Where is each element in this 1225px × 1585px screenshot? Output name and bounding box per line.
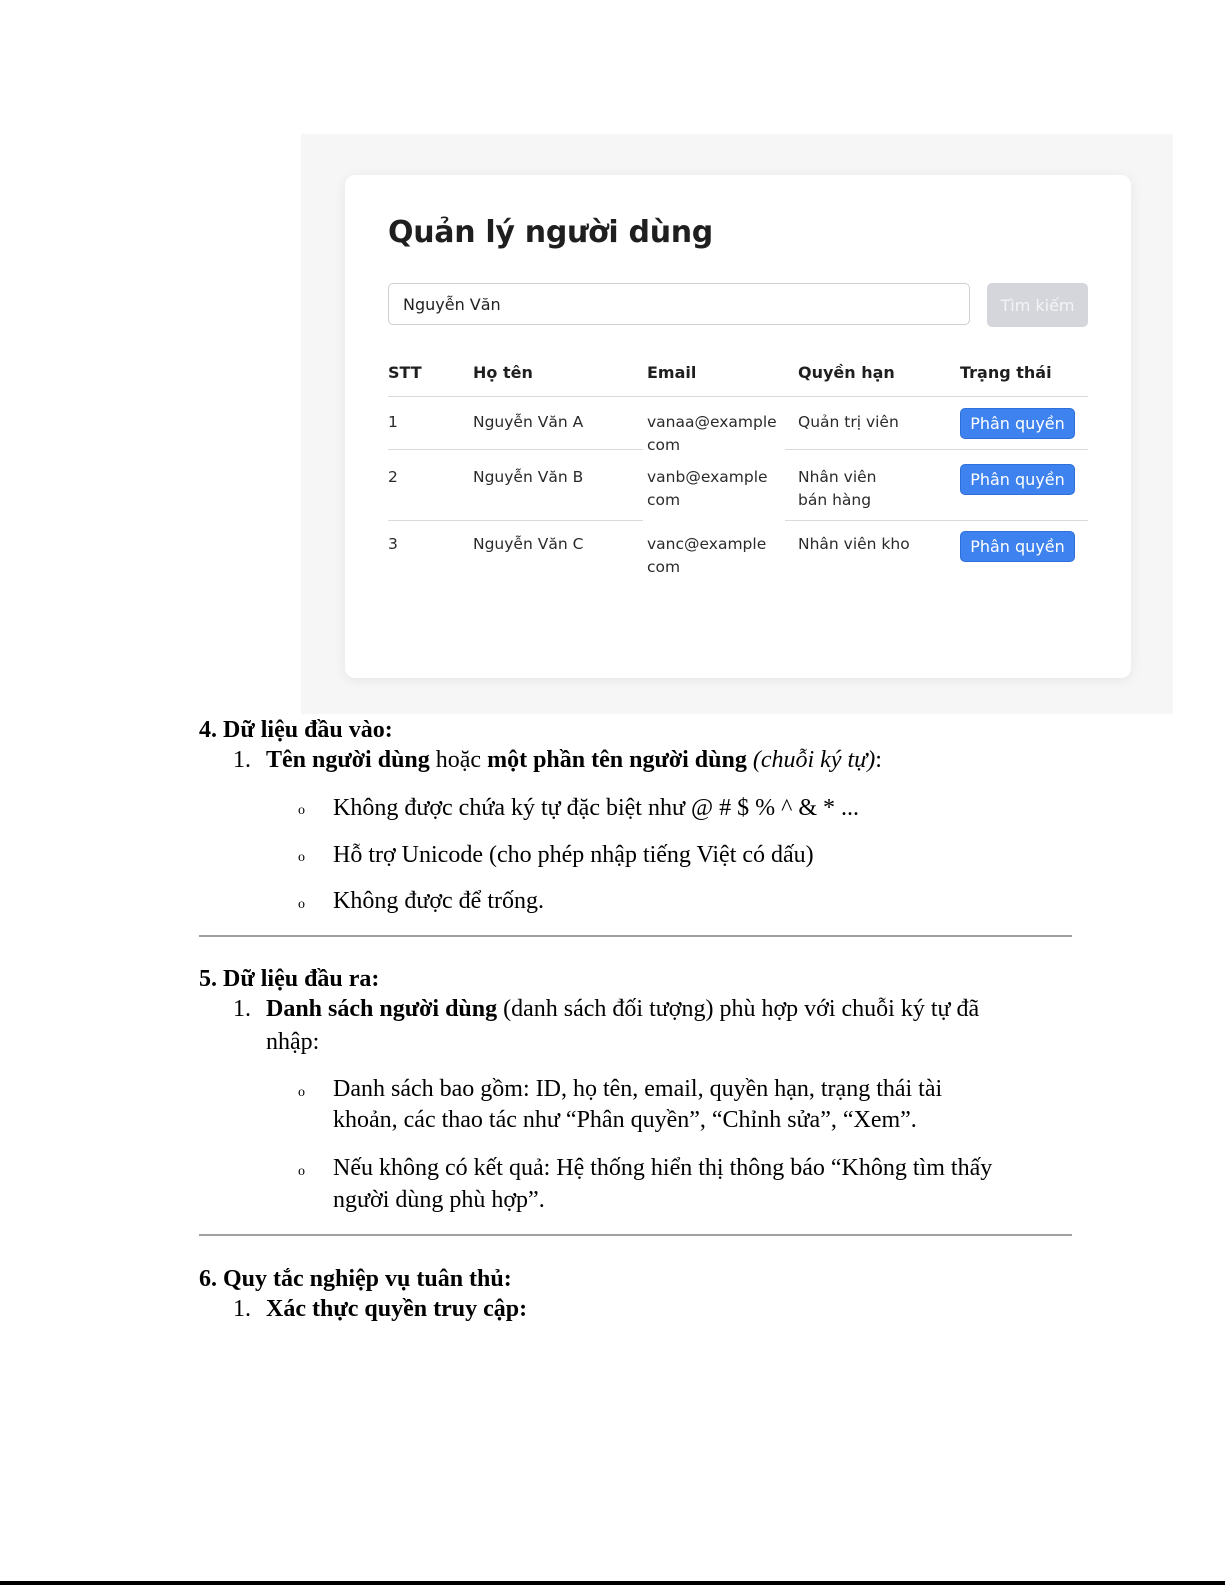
list-number: 1. [233,1296,251,1322]
cell-name: Nguyễn Văn C [473,535,584,553]
list-item-output-continued: nhập: [266,1029,320,1055]
bold-text: Tên người dùng [266,747,430,773]
sub-item-continued: người dùng phù hợp”. [333,1187,545,1213]
bullet-marker: o [298,803,305,818]
row-divider [785,449,1088,450]
list-number: 1. [233,996,251,1022]
sub-item: Hỗ trợ Unicode (cho phép nhập tiếng Việt có dấu) [333,842,814,868]
column-header-stt: STT [388,363,422,382]
bullet-marker: o [298,897,305,912]
section-heading-rules: 6. Quy tắc nghiệp vụ tuân thủ: [199,1266,512,1292]
sub-item: Nếu không có kết quả: Hệ thống hiển thị thông báo “Không tìm thấy [333,1155,993,1181]
list-item-input [266,745,882,775]
cell-role: Quản trị viên [798,413,899,431]
section-divider [199,1234,1072,1236]
bold-text: Danh sách người dùng [266,996,498,1022]
bullet-marker: o [298,1164,305,1179]
cell-stt: 1 [388,413,398,431]
search-input[interactable] [388,283,970,325]
assign-role-button[interactable]: Phân quyền [960,531,1075,562]
cell-email: vanc@example [647,535,767,553]
text: hoặc [429,747,488,773]
sub-item: Không được chứa ký tự đặc biệt như @ # $ % ^ & * ... [333,795,859,821]
user-management-card [345,175,1131,678]
bold-text: một phần tên người dùng [487,747,747,773]
cell-role: Nhân viên [798,468,877,486]
list-item-output [266,994,979,1024]
list-number: 1. [233,747,251,773]
list-item-access: Xác thực quyền truy cập: [266,1296,528,1322]
section-heading-input: 4. Dữ liệu đầu vào: [199,717,393,743]
cell-stt: 3 [388,535,398,553]
column-header-status: Trạng thái [960,363,1052,382]
bullet-marker: o [298,1085,305,1100]
cell-email-continued: com [647,436,681,454]
row-divider [388,449,643,450]
row-divider [388,520,643,521]
bullet-marker: o [298,850,305,865]
cell-name: Nguyễn Văn B [473,468,584,486]
cell-email: vanb@example [647,468,768,486]
header-divider [388,396,1088,397]
cell-role-continued: bán hàng [798,491,872,509]
cell-email-continued: com [647,491,681,509]
italic-text: (chuỗi ký tự) [752,747,876,773]
cell-email: vanaa@example [647,413,777,431]
section-divider [199,935,1072,937]
assign-role-button[interactable]: Phân quyền [960,408,1075,439]
text: : [875,747,882,773]
text: (danh sách đối tượng) phù hợp với chuỗi ký tự đã [497,996,980,1022]
sub-item: Danh sách bao gồm: ID, họ tên, email, quyền hạn, trạng thái tài [333,1076,943,1102]
search-button[interactable]: Tìm kiếm [987,283,1088,327]
cell-stt: 2 [388,468,398,486]
sub-item-continued: khoản, các thao tác như “Phân quyền”, “Chỉnh sửa”, “Xem”. [333,1107,917,1133]
page-title: Quản lý người dùng [388,215,713,250]
column-header-name: Họ tên [473,363,533,382]
row-divider [785,520,1088,521]
cell-role: Nhân viên kho [798,535,910,553]
cell-name: Nguyễn Văn A [473,413,584,431]
cell-email-continued: com [647,558,681,576]
assign-role-button[interactable]: Phân quyền [960,464,1075,495]
sub-item: Không được để trống. [333,888,544,914]
column-header-role: Quyền hạn [798,363,895,382]
page-edge-line [0,1581,1225,1585]
section-heading-output: 5. Dữ liệu đầu ra: [199,966,380,992]
column-header-email: Email [647,363,697,382]
